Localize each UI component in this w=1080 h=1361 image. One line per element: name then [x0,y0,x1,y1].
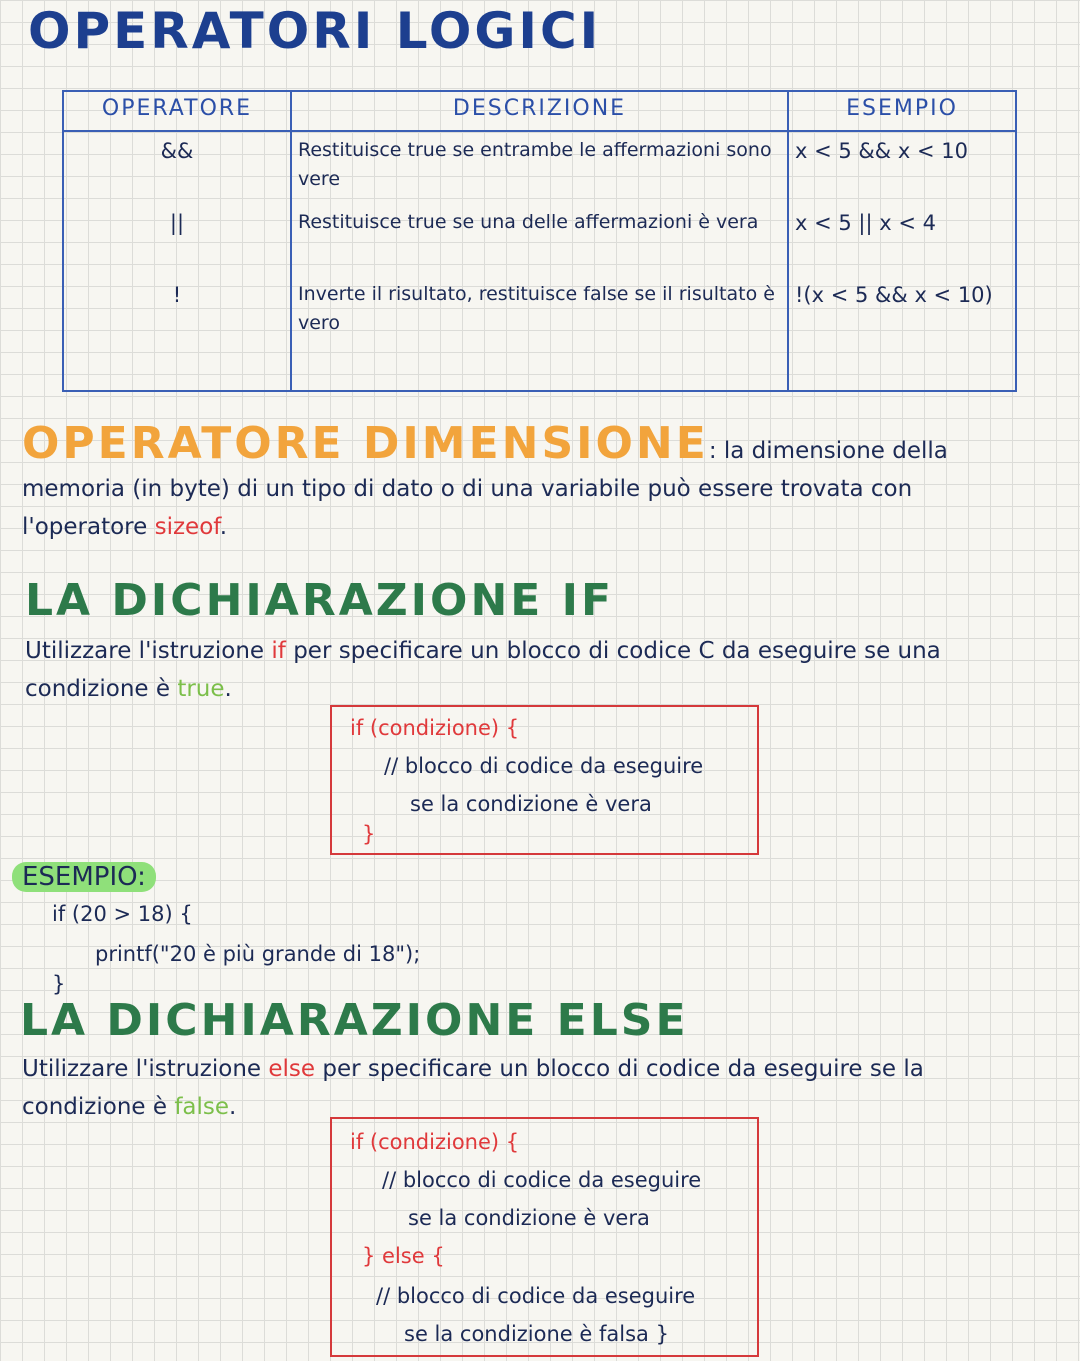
if-keyword: if [271,638,286,664]
else-period: . [229,1094,237,1120]
code-line: se la condizione è falsa } [404,1322,669,1346]
sizeof-heading: OPERATORE DIMENSIONE [22,418,709,469]
example-label: ESEMPIO: [12,862,156,892]
example-column [788,131,1016,391]
sizeof-keyword: sizeof [154,514,220,540]
page-title: OPERATORI LOGICI [28,2,602,60]
header-example: ESEMPIO [788,91,1016,131]
header-operator: OPERATORE [63,91,291,131]
else-heading: LA DICHIARAZIONE ELSE [20,995,689,1046]
description-and: Restituisce true se entrambe le affermazioni sono vere [298,139,772,190]
example-code-line: if (20 > 18) { [52,902,193,926]
if-paragraph [25,632,1065,708]
example-code-line: printf("20 è più grande di 18"); [95,942,421,966]
else-code-box [330,1117,759,1357]
if-text: Utilizzare l'istruzione [25,638,272,664]
code-line: if (condizione) { [350,716,520,740]
else-text: Utilizzare l'istruzione [22,1056,269,1082]
if-period: . [224,676,232,702]
else-text-middle: per specificare un blocco di codice da eseguire se la condizione è [22,1056,924,1120]
else-keyword: else [268,1056,316,1082]
description-column [291,131,788,391]
else-paragraph [22,1050,1052,1126]
description-not: Inverte il risultato, restituisce false se il risultato è vero [298,283,775,334]
code-line: } [362,822,376,846]
code-line: se la condizione è vera [410,792,652,816]
code-line: if (condizione) { [350,1130,520,1154]
example-not: !(x < 5 && x < 10) [795,283,993,307]
operator-column [63,131,291,391]
example-code-line: } [52,972,66,996]
header-description: DESCRIZIONE [291,91,788,131]
if-code-box [330,705,759,855]
operator-or: || [169,211,185,235]
operator-and: && [160,139,194,163]
sizeof-period: . [219,514,227,540]
if-text-middle: per specificare un blocco di codice C da eseguire se una condizione è [25,638,941,702]
if-true-value: true [177,676,225,702]
code-line: // blocco di codice da eseguire [382,1168,702,1192]
code-line: } else { [362,1244,445,1268]
logical-operators-table [62,90,1017,392]
operator-not: ! [172,283,182,307]
description-or: Restituisce true se una delle affermazioni è vera [298,211,759,233]
code-line: // blocco di codice da eseguire [376,1284,696,1308]
else-false-value: false [174,1094,230,1120]
if-heading: LA DICHIARAZIONE IF [25,575,615,626]
sizeof-text: : la dimensione della memoria (in byte) di un tipo di dato o di una variabile può essere trovata con l'operatore [22,438,948,540]
sizeof-paragraph [22,418,1022,546]
example-or: x < 5 || x < 4 [795,211,936,235]
code-line: se la condizione è vera [408,1206,650,1230]
code-line: // blocco di codice da eseguire [384,754,704,778]
example-and: x < 5 && x < 10 [795,139,968,163]
